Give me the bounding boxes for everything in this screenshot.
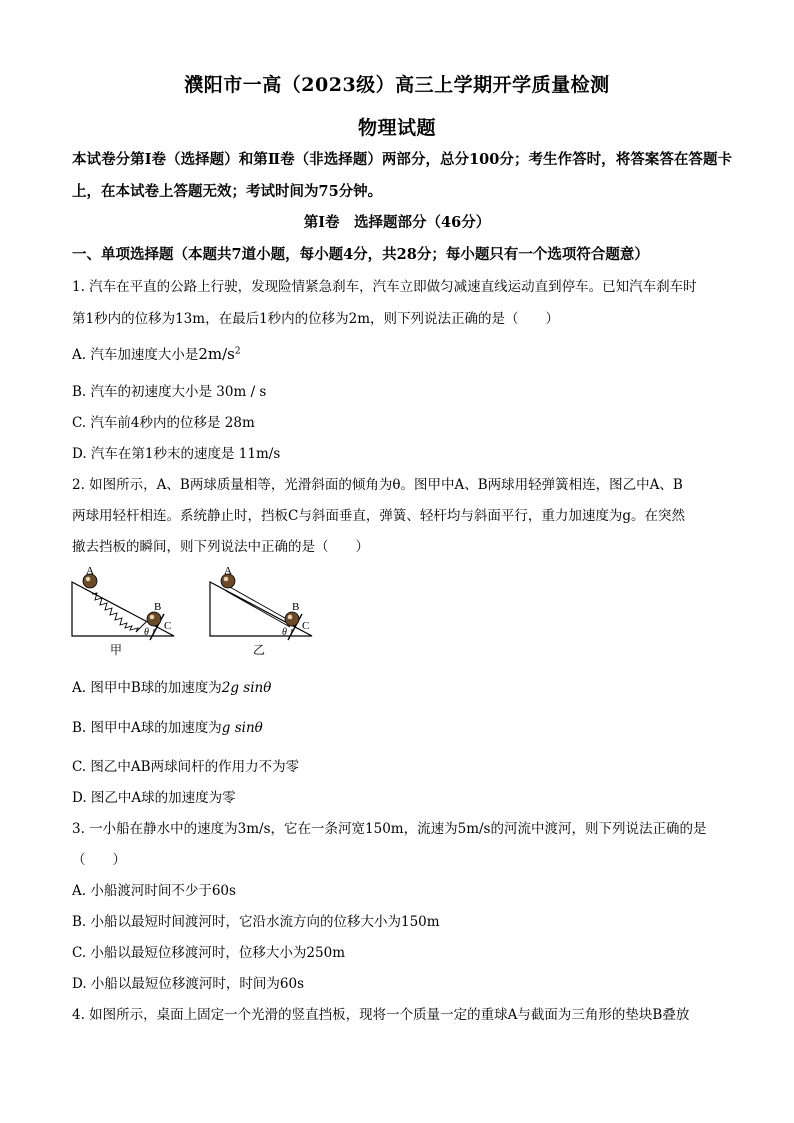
q1-option-d: D. 汽车在第1秒末的速度是 11m/s (72, 446, 281, 462)
q2-option-d: D. 图乙中A球的加速度为零 (72, 790, 236, 806)
section1-heading: 一、单项选择题（本题共7道小题，每小题4分，共28分；每小题只有一个选项符合题意） (72, 246, 649, 263)
angle-arc-yi (290, 629, 292, 636)
label-theta-yi: θ (282, 627, 287, 638)
q1-option-a: A. 汽车加速度大小是$2m/s^2$ (72, 345, 241, 363)
q2-option-a: A. 图甲中B球的加速度为2g sinθ (72, 680, 272, 696)
exam-title: 濮阳市一高（2023级）高三上学期开学质量检测 (184, 74, 610, 96)
ball-b-yi (285, 612, 299, 626)
ball-b-jia-highlight (150, 615, 155, 620)
q3-stem-line-1: 3. 一小船在静水中的速度为3m/s，它在一条河宽150m，流速为5m/s的河流中渡河，则下列说法正确的是 (72, 821, 707, 837)
q2-option-b: B. 图甲中A球的加速度为g sinθ (72, 720, 263, 736)
q3-option-a: A. 小船渡河时间不少于60s (72, 883, 236, 899)
q3-stem-line-2: （ ） (72, 852, 126, 868)
label-a-jia: A (86, 565, 94, 577)
incline-figure (66, 562, 326, 660)
q1-stem-line-2: 第1秒内的位移为13m，在最后1秒内的位移为2m，则下列说法正确的是（ ） (72, 311, 560, 327)
label-b-yi: B (292, 601, 300, 613)
rod-edge-top (228, 586, 292, 622)
label-a-yi: A (224, 565, 232, 577)
ball-b-yi-highlight (288, 615, 293, 620)
ball-b-jia (147, 612, 161, 626)
q4-stem-line-1: 4. 如图所示，桌面上固定一个光滑的竖直挡板，现将一个质量一定的重球A与截面为三角形的垫块B叠放 (72, 1007, 690, 1023)
q2-stem-line-3: 撤去挡板的瞬间，则下列说法中正确的是（ ） (72, 539, 369, 555)
exam-instructions: 本试卷分第Ⅰ卷（选择题）和第Ⅱ卷（非选择题）两部分，总分100分；考生作答时，将答案答在答题卡上，在本试卷上答题无效；考试时间为75分钟。 (72, 151, 732, 200)
q2-stem-line-2: 两球用轻杆相连。系统静止时，挡板C与斜面垂直，弹簧、轻杆均与斜面平行，重力加速度为g。在突然 (72, 508, 685, 524)
angle-arc-jia (152, 629, 154, 636)
q1-stem-line-1: 1. 汽车在平直的公路上行驶，发现险情紧急刹车，汽车立即做匀减速直线运动直到停车。已知汽车刹车时 (72, 279, 697, 295)
label-theta-jia: θ (144, 627, 149, 638)
part1-title: 第Ⅰ卷 选择题部分（46分） (303, 214, 491, 231)
caption-yi: 乙 (253, 643, 266, 657)
q3-option-c: C. 小船以最短位移渡河时，位移大小为250m (72, 945, 345, 961)
spring-icon (92, 593, 146, 632)
q3-option-b: B. 小船以最短时间渡河时，它沿水流方向的位移大小为150m (72, 914, 440, 930)
label-b-jia: B (154, 601, 162, 613)
q2-option-c: C. 图乙中AB两球间杆的作用力不为零 (72, 759, 300, 775)
ball-a-jia-highlight (86, 577, 91, 582)
caption-jia: 甲 (110, 643, 123, 657)
q2-stem-line-1: 2. 如图所示，A、B两球质量相等，光滑斜面的倾角为θ。图甲中A、B两球用轻弹簧相连，图乙中A、B (72, 477, 683, 493)
exam-subtitle: 物理试题 (357, 117, 436, 139)
figure-yi (210, 565, 312, 657)
q3-option-d: D. 小船以最短位移渡河时，时间为60s (72, 976, 305, 992)
label-c-jia: C (164, 620, 172, 632)
figure-jia (72, 565, 174, 657)
rod-edge-bottom (226, 591, 290, 627)
ball-a-yi-highlight (224, 577, 229, 582)
q1-option-c: C. 汽车前4秒内的位移是 28m (72, 415, 255, 431)
q1-option-b: B. 汽车的初速度大小是 30m / s (72, 384, 267, 400)
label-c-yi: C (302, 620, 310, 632)
